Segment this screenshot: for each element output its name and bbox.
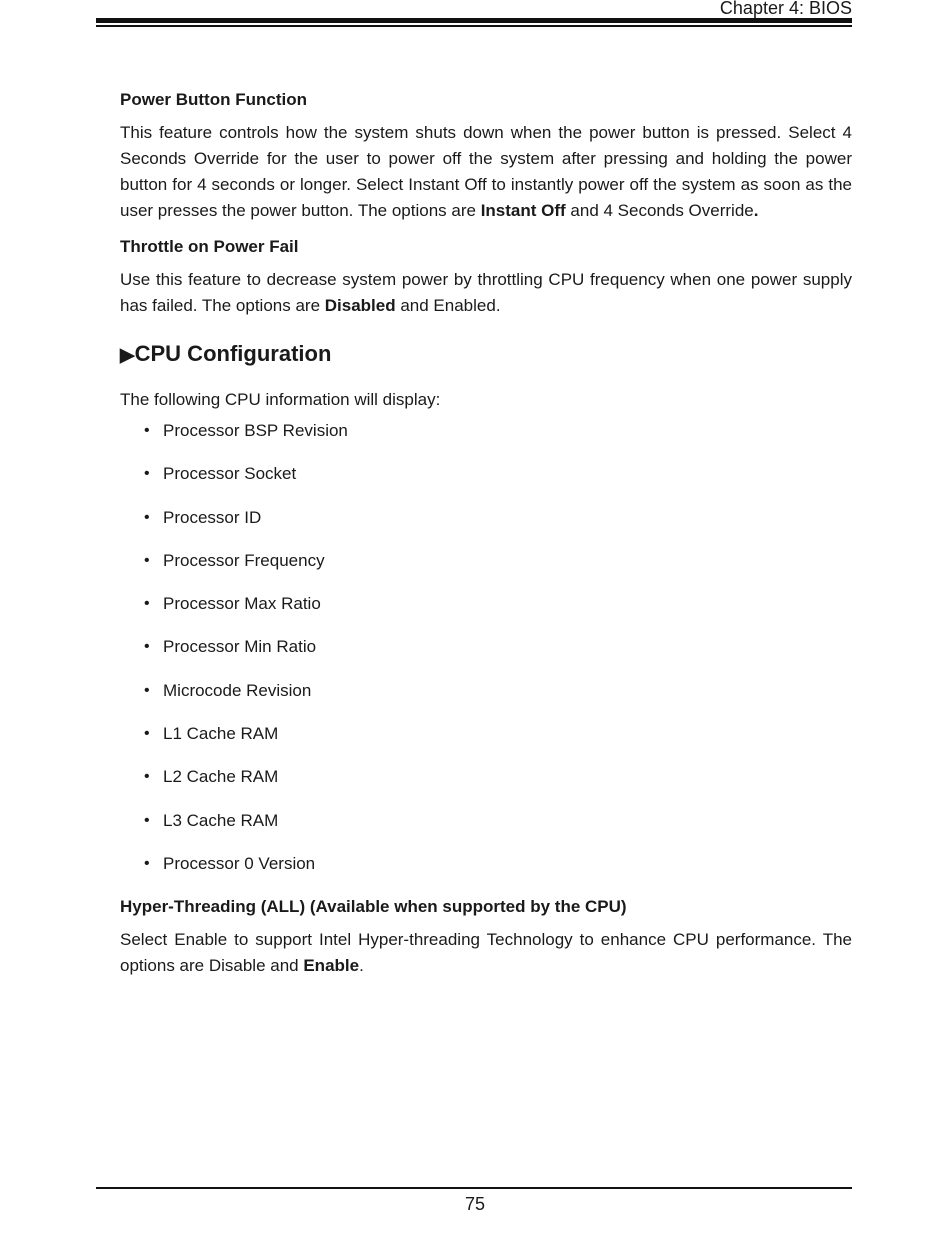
power-button-heading: Power Button Function bbox=[120, 90, 307, 109]
bullet-icon: • bbox=[144, 768, 150, 786]
throttle-heading: Throttle on Power Fail bbox=[120, 237, 299, 256]
bullet-icon: • bbox=[144, 638, 150, 656]
list-item bbox=[120, 550, 852, 572]
bullet-icon: • bbox=[144, 595, 150, 613]
triangle-arrow-icon: ▶ bbox=[120, 345, 135, 366]
hyper-threading-bold-option: Enable bbox=[303, 956, 360, 976]
list-item-label: Processor 0 Version bbox=[163, 853, 316, 873]
hyper-threading-paragraph bbox=[120, 927, 852, 979]
bullet-icon: • bbox=[144, 508, 150, 526]
throttle-text-2: and Enabled. bbox=[395, 296, 501, 315]
list-item-label: Processor Min Ratio bbox=[163, 637, 317, 657]
list-item-label: L2 Cache RAM bbox=[163, 767, 279, 787]
page-content bbox=[120, 89, 852, 979]
list-item bbox=[120, 766, 852, 788]
list-item-label: L1 Cache RAM bbox=[163, 724, 279, 744]
header-rule-thick bbox=[96, 18, 852, 23]
chapter-title: Chapter 4: BIOS bbox=[719, 0, 852, 18]
bullet-icon: • bbox=[144, 725, 150, 743]
list-item-label: Processor Max Ratio bbox=[163, 594, 321, 614]
list-item-label: Microcode Revision bbox=[163, 680, 312, 700]
list-item-label: Processor ID bbox=[163, 507, 262, 527]
hyper-threading-text-2: . bbox=[359, 956, 364, 976]
bullet-icon: • bbox=[144, 422, 150, 439]
power-button-text-1: This feature controls how the system shuts down when the power button is pressed. Select 4 Seconds Override for the user to power off the system after pressing and holding the power button for 4 seconds or longer. Select Instant Off to instantly power off the system as soon as the user presses the power button. The options are bbox=[120, 123, 852, 220]
page-number: 75 bbox=[464, 1194, 486, 1214]
bullet-icon: • bbox=[144, 811, 150, 829]
list-item bbox=[120, 463, 852, 485]
power-button-bold-period: . bbox=[753, 201, 759, 220]
power-button-bold-option: Instant Off bbox=[480, 201, 566, 220]
power-button-text-2: and 4 Seconds Override bbox=[565, 201, 754, 220]
list-item-label: L3 Cache RAM bbox=[163, 810, 279, 830]
cpu-info-intro: The following CPU information will display: bbox=[120, 390, 441, 409]
bullet-icon: • bbox=[144, 465, 150, 483]
footer-rule bbox=[96, 1187, 852, 1189]
header-rule-thin bbox=[96, 25, 852, 27]
throttle-paragraph bbox=[120, 267, 852, 319]
throttle-bold-option: Disabled bbox=[324, 296, 396, 315]
list-item bbox=[120, 810, 852, 832]
power-button-paragraph bbox=[120, 120, 852, 224]
bullet-icon: • bbox=[144, 551, 150, 569]
cpu-info-list bbox=[120, 420, 852, 875]
hyper-threading-text-1: Select Enable to support Intel Hyper-threading Technology to enhance CPU performance. The options are Disable and bbox=[120, 930, 852, 976]
list-item bbox=[120, 420, 852, 442]
list-item bbox=[120, 680, 852, 702]
cpu-config-heading-text: CPU Configuration bbox=[134, 341, 332, 366]
list-item-label: Processor Frequency bbox=[163, 550, 325, 570]
list-item-label: Processor Socket bbox=[163, 464, 297, 484]
list-item bbox=[120, 636, 852, 658]
bullet-icon: • bbox=[144, 854, 150, 872]
bullet-icon: • bbox=[144, 681, 150, 699]
list-item bbox=[120, 507, 852, 529]
list-item bbox=[120, 723, 852, 745]
list-item-label: Processor BSP Revision bbox=[163, 421, 348, 440]
list-item bbox=[120, 593, 852, 615]
hyper-threading-heading: Hyper-Threading (ALL) (Available when supported by the CPU) bbox=[120, 897, 627, 917]
list-item bbox=[120, 853, 852, 875]
cpu-config-heading bbox=[120, 340, 852, 370]
throttle-text-1: Use this feature to decrease system power by throttling CPU frequency when one power supply has failed. The options are bbox=[120, 270, 852, 315]
